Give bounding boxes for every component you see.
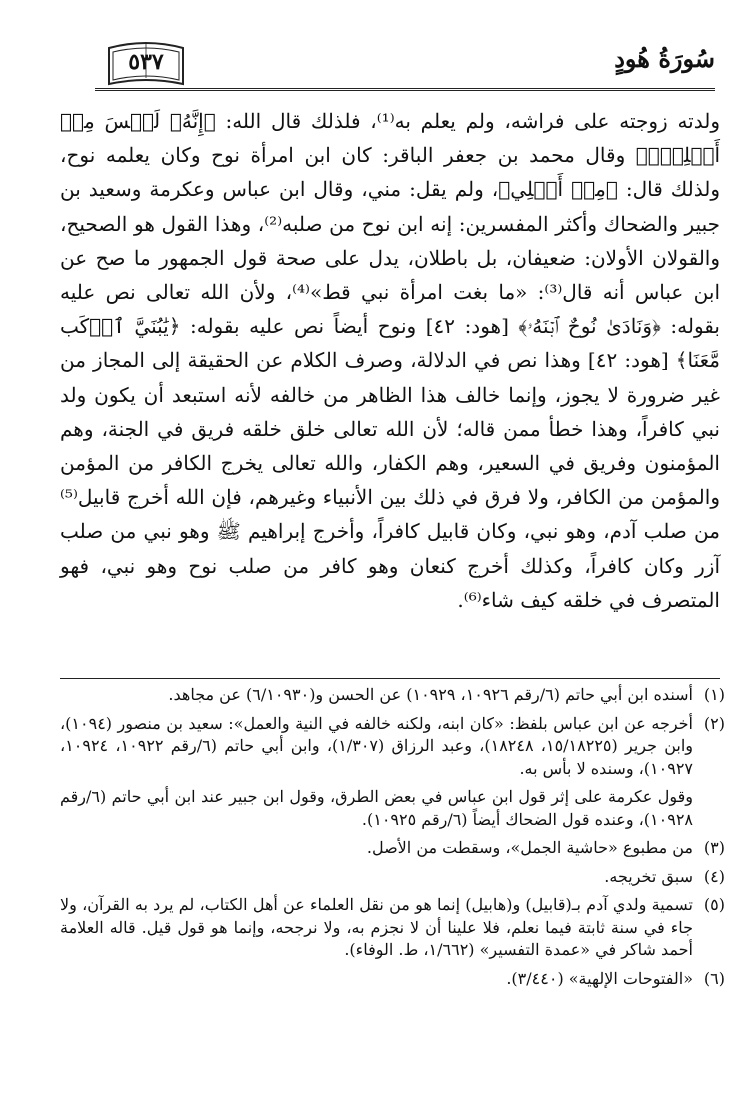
footnote-body (60, 866, 693, 889)
main-text: ولدته زوجته على فراشه، ولم يعلم به⁽¹⁾، فلذلك قال الله: ﴿إِنَّهُۥ لَيۡسَ مِنۡ أَهۡلِكَۖ﴾ وقال محمد بن جعفر الباقر: كان ابن امرأة نوح وكان يعلمه نوح، ولذلك قال: ﴿مِنۡ أَهۡلِي﴾، ولم يقل: مني، وقال ابن عباس وعكرمة وسعيد بن جبير والضحاك وأكثر المفسرين: إنه ابن نوح من صلبه⁽²⁾، وهذا القول هو الصحيح، والقولان الأولان: ضعيفان، بل باطلان، يدل على صحة قول الجمهور ما صح عن ابن عباس أنه قال⁽³⁾: «ما بغت امرأة نبي قط»⁽⁴⁾، ولأن الله تعالى نص عليه بقوله: ﴿وَنَادَىٰ نُوحٌ ٱبۡنَهُۥ﴾ [هود: ٤٢] ونوح أيضاً نص عليه بقوله: ﴿يَٰبُنَيَّ ٱرۡكَب مَّعَنَا﴾ [هود: ٤٢] وهذا نص في الدلالة، وصرف الكلام عن الحقيقة إلى المجاز من غير ضرورة لا يجوز، وإنما خالف هذا الظاهر من خالفه لأنه استبعد أن يكون ولد نبي كافراً، وهذا خطأ ممن قاله؛ لأن الله تعالى خلق خلقه فريق في الجنة، وهم المؤمنون وفريق في السعير، وهم الكفار، والله تعالى يخرج الكافر من المؤمن والمؤمن من الكافر، ولا فرق في ذلك بين الأنبياء وغيرهم، فإن الله أخرج قابيل⁽⁵⁾ من صلب آدم، وهو نبي، وكان قابيل كافراً، وأخرج إبراهيم ﷺ وهو نبي من صلب آزر وكان كافراً، وكذلك أخرج كنعان وهو كافر من صلب نوح وهو نبي، فهو المتصرف في خلقه كيف شاء⁽⁶⁾. (60, 109, 721, 612)
surah-title: سُورَةُ هُودٍ (614, 44, 715, 73)
footnote-number: (٦) (703, 968, 725, 988)
footnote-paragraph: وقول عكرمة على إثر قول ابن عباس في بعض الطرق، وقول ابن جبير عند ابن أبي حاتم (٦/رقم ١٠٩٢٨)، وعنده قول الضحاك أيضاً (٦/رقم ١٠٩٢٥). (60, 787, 693, 829)
footnote-number: (٣) (703, 838, 725, 857)
footnote (60, 837, 725, 860)
header-divider (95, 88, 715, 91)
footnote-paragraph: تسمية ولدي آدم بـ(قابيل) و(هابيل) إنما هو من نقل العلماء عن أهل الكتاب، لم يرد به القرآن، ولا جاء في سنة ثابتة فيما نعلم، فلا علينا أن لا نجزم به، ولا نرجحه، وإنما هو قول قيل. قاله العلامة أحمد شاكر في «عمدة التفسير» (١/٦٦٢، ط. الوفاء). (60, 895, 693, 959)
page-number-badge (105, 40, 187, 90)
footnote-body (60, 684, 693, 707)
footnote-body (60, 837, 693, 860)
page-header (95, 30, 715, 100)
footnote-body (60, 713, 693, 832)
footnote-paragraph: أخرجه عن ابن عباس بلفظ: «كان ابنه، ولكنه خالفه في النية والعمل»: سعيد بن منصور (١٠٩٤)، وابن جرير (١٥/١٨٢٢٥، ١٨٢٤٨)، وعبد الرزاق (١/٣٠٧)، وابن أبي حاتم (٦/رقم ١٠٩٢٢، ١٠٩٢٤، ١٠٩٢٧)، وسنده لا بأس به. (60, 713, 694, 778)
footnote-number: (٥) (703, 895, 725, 914)
footnote (60, 684, 725, 707)
footnote-paragraph: أسنده ابن أبي حاتم (٦/رقم ١٠٩٢٦، ١٠٩٢٩) عن الحسن و(٦/١٠٩٣٠) عن مجاهد. (168, 685, 693, 704)
footnote (60, 968, 725, 991)
footnote-body (60, 894, 693, 962)
footnotes (60, 684, 725, 996)
page-number: ٥٣٧ (128, 49, 164, 75)
footnote-paragraph: سبق تخريجه. (604, 866, 693, 886)
footnote-body (60, 968, 693, 991)
footnote-separator (60, 678, 720, 679)
footnote-number: (٢) (703, 713, 725, 733)
footnote-number: (٤) (703, 866, 725, 886)
footnote-paragraph: «الفتوحات الإلهية» (٣/٤٤٠). (506, 968, 693, 988)
footnote-number: (١) (703, 685, 725, 704)
footnote (60, 894, 725, 962)
footnote-paragraph: من مطبوع «حاشية الجمل»، وسقطت من الأصل. (366, 838, 693, 857)
footnote (60, 866, 725, 889)
footnote (60, 713, 725, 832)
